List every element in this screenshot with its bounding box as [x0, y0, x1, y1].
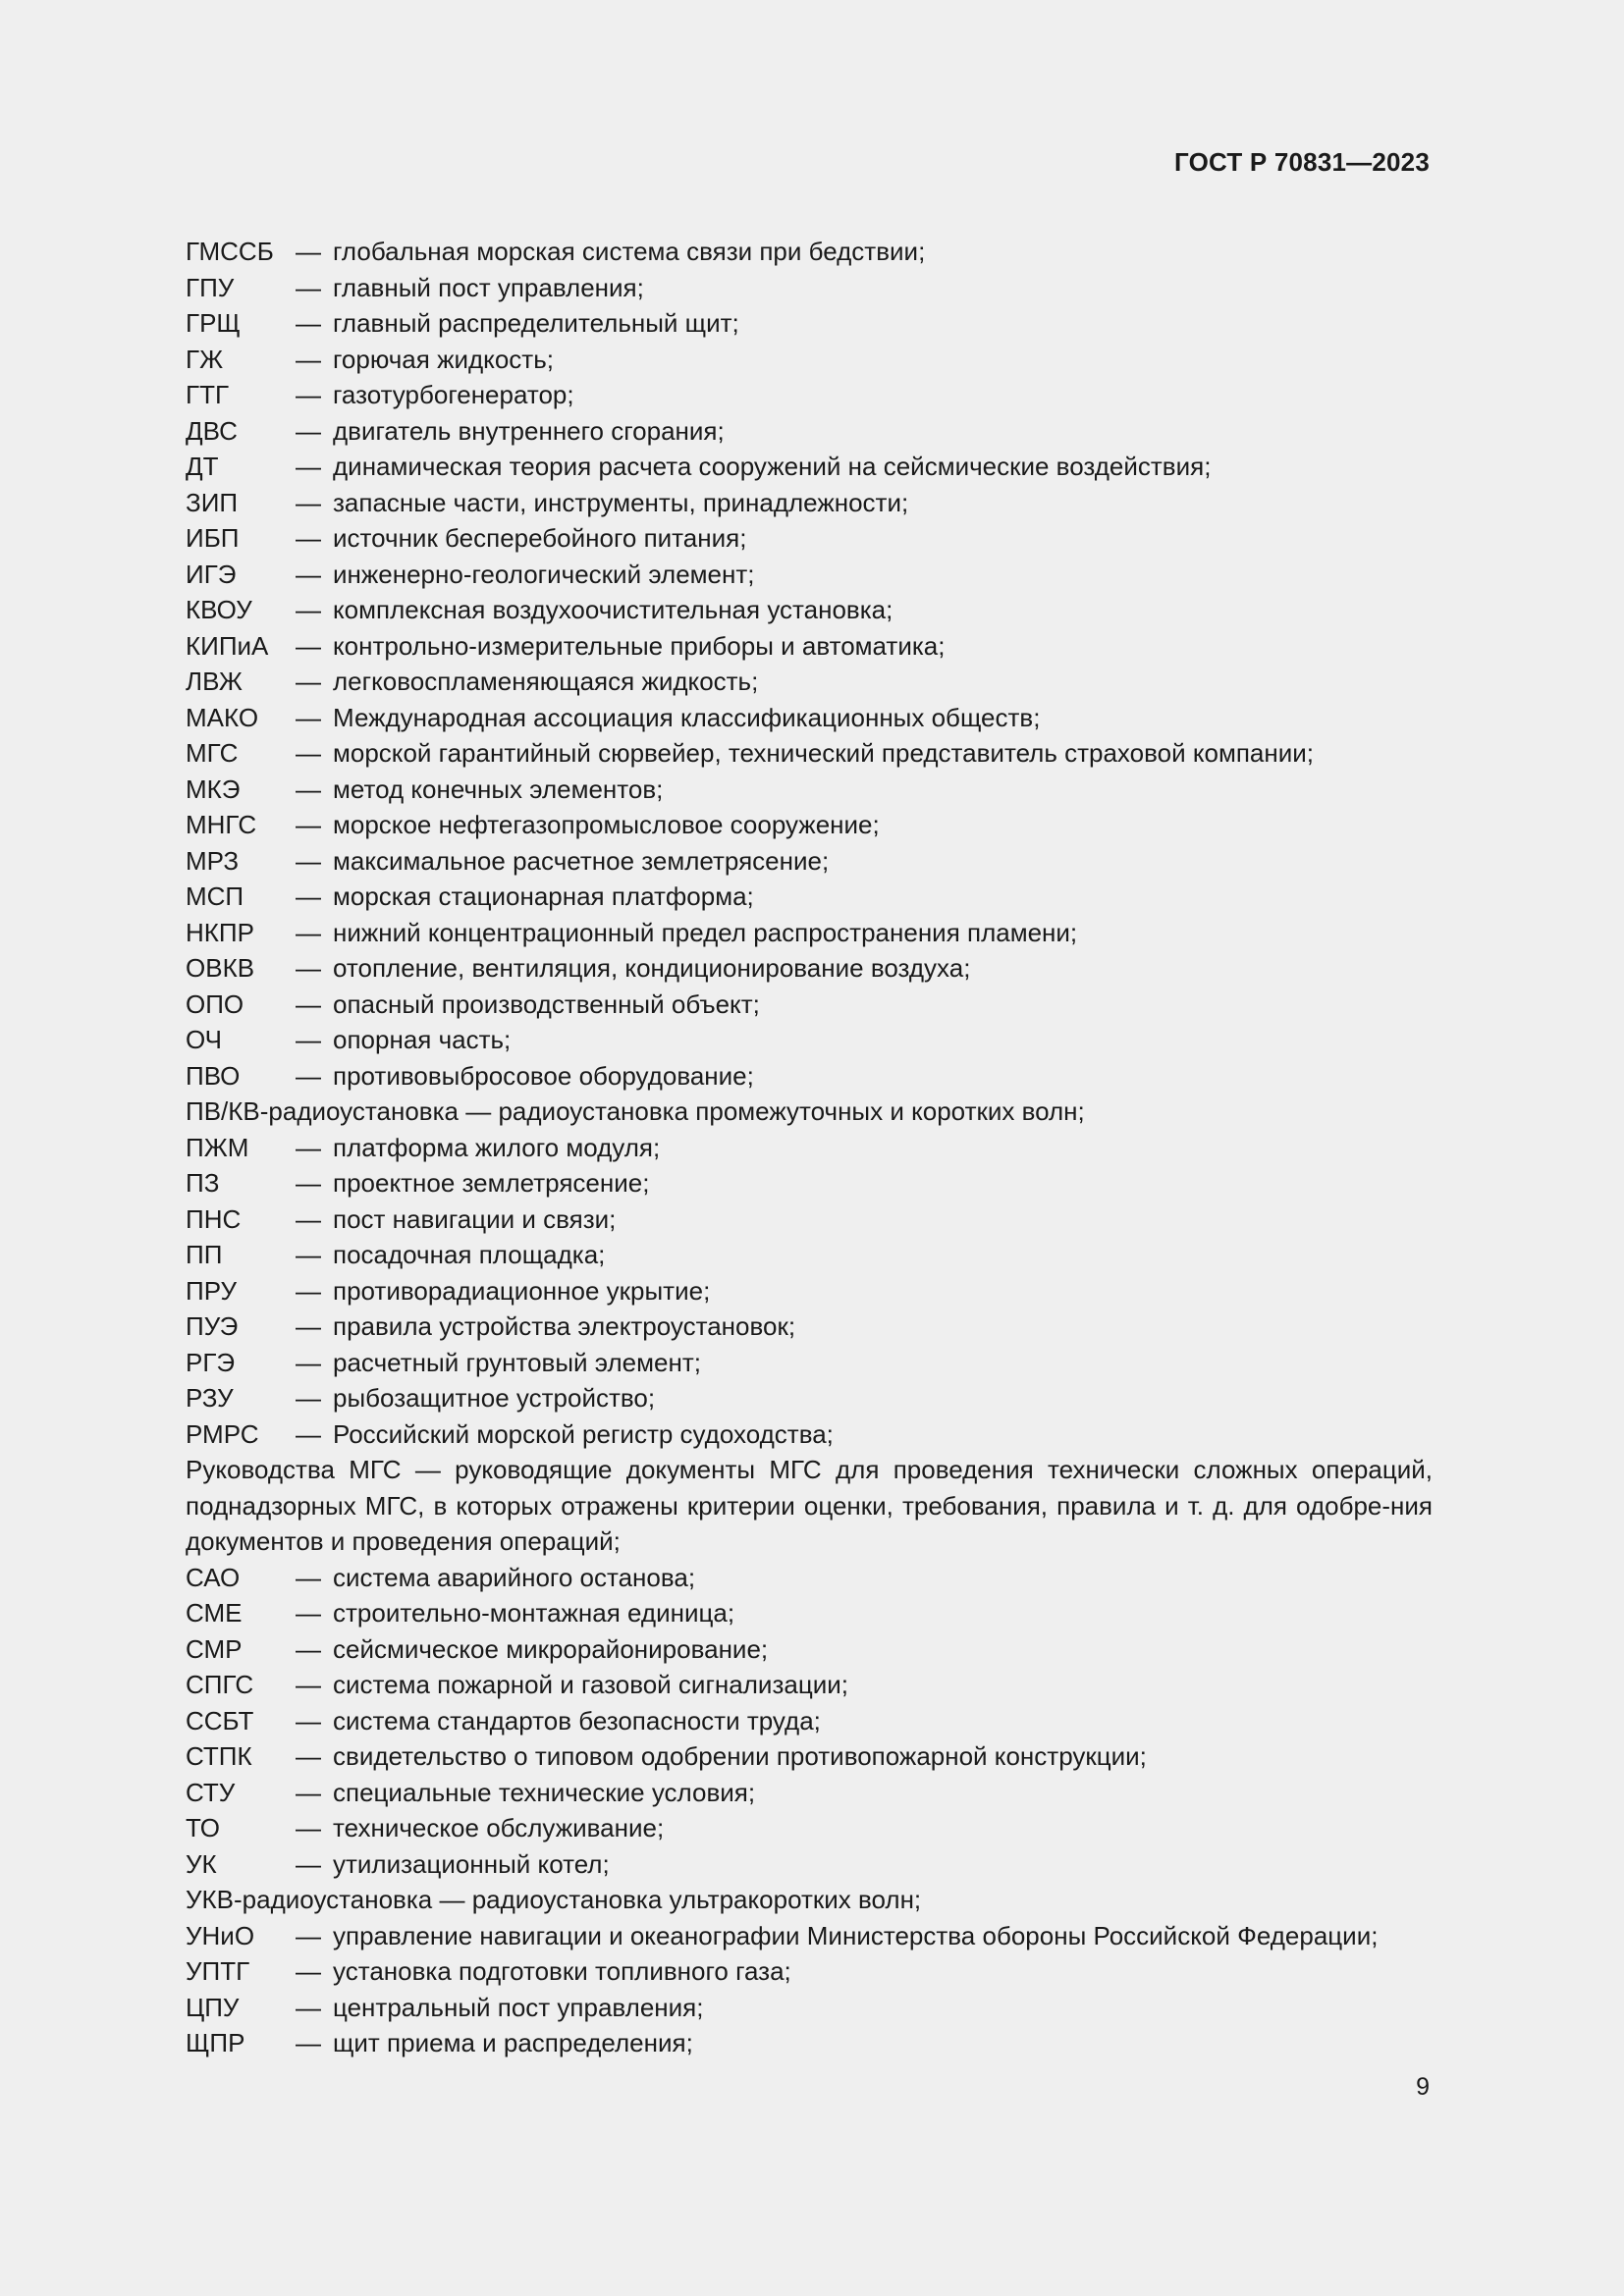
abbreviation-term: ЛВЖ — [186, 667, 243, 696]
abbreviation-definition: Российский морской регистр судоходства; — [333, 1418, 834, 1449]
em-dash: — — [296, 237, 321, 266]
abbreviation-definition: нижний концентрационный предел распространения пламени; — [333, 917, 1078, 947]
abbreviation-list — [186, 234, 1433, 2061]
abbreviation-term: ГМССБ — [186, 237, 274, 266]
em-dash: — — [296, 1992, 321, 2022]
abbreviation-definition: установка подготовки топливного газа; — [333, 1956, 791, 1986]
em-dash: — — [296, 487, 321, 517]
em-dash: — — [296, 595, 321, 624]
abbreviation-entry — [186, 772, 1433, 808]
em-dash: — — [296, 1562, 321, 1592]
abbreviation-term: РГЭ — [186, 1347, 236, 1377]
em-dash: — — [296, 1777, 321, 1807]
abbreviation-term: УНиО — [186, 1920, 255, 1950]
abbreviation-definition: система аварийного останова; — [333, 1562, 696, 1592]
em-dash: — — [296, 308, 321, 338]
abbreviation-term: МГС — [186, 738, 239, 768]
abbreviation-definition: рыбозащитное устройство; — [333, 1383, 656, 1413]
em-dash: — — [296, 1705, 321, 1735]
abbreviation-entry — [186, 1775, 1433, 1811]
abbreviation-definition: морское нефтегазопромысловое сооружение; — [333, 810, 880, 839]
abbreviation-term: ГЖ — [186, 344, 224, 374]
abbreviation-entry — [186, 557, 1433, 593]
abbreviation-entry — [186, 520, 1433, 557]
abbreviation-definition: управление навигации и океанографии Министерства обороны Российской Федерации; — [333, 1920, 1379, 1950]
em-dash: — — [296, 988, 321, 1019]
em-dash: — — [296, 1240, 321, 1269]
abbreviation-definition: техническое обслуживание; — [333, 1813, 665, 1842]
abbreviation-term: ОПО — [186, 988, 244, 1019]
abbreviation-entry — [186, 1380, 1433, 1416]
em-dash: — — [296, 1060, 321, 1091]
abbreviation-definition: расчетный грунтовый элемент; — [333, 1347, 701, 1377]
abbreviation-definition: отопление, вентиляция, кондиционирование воздуха; — [333, 953, 971, 983]
abbreviation-entry — [186, 1953, 1433, 1990]
abbreviation-entry — [186, 305, 1433, 342]
abbreviation-entry — [186, 1130, 1433, 1166]
abbreviation-definition: радиоустановка промежуточных и коротких волн; — [498, 1096, 1085, 1126]
abbreviation-definition: морская стационарная платформа; — [333, 881, 754, 911]
em-dash: — — [296, 738, 321, 768]
abbreviation-term: УПТГ — [186, 1956, 250, 1986]
abbreviation-definition: строительно-монтажная единица; — [333, 1598, 735, 1628]
abbreviation-definition: главный пост управления; — [333, 272, 644, 302]
abbreviation-term: ПЗ — [186, 1168, 220, 1198]
abbreviation-entry — [186, 628, 1433, 665]
em-dash: — — [296, 1418, 321, 1449]
abbreviation-term: ЗИП — [186, 487, 239, 517]
abbreviation-entry — [186, 485, 1433, 521]
em-dash: — — [296, 1920, 321, 1950]
em-dash: — — [401, 1455, 456, 1484]
abbreviation-definition: двигатель внутреннего сгорания; — [333, 415, 725, 446]
abbreviation-definition: радиоустановка ультракоротких волн; — [471, 1885, 922, 1914]
abbreviation-term: ДТ — [186, 452, 219, 481]
abbreviation-definition: посадочная площадка; — [333, 1240, 606, 1269]
em-dash: — — [296, 1670, 321, 1699]
abbreviation-entry — [186, 735, 1433, 772]
abbreviation-term: ТО — [186, 1813, 220, 1842]
abbreviation-term: УКВ-радиоустановка — [186, 1885, 433, 1914]
em-dash: — — [296, 953, 321, 983]
document-code: ГОСТ Р 70831—2023 — [1174, 147, 1430, 177]
abbreviation-definition: щит приема и распределения; — [333, 2028, 693, 2057]
abbreviation-entry — [186, 1058, 1433, 1095]
abbreviation-definition: пост навигации и связи; — [333, 1203, 617, 1234]
abbreviation-entry — [186, 1308, 1433, 1345]
abbreviation-entry — [186, 1738, 1433, 1775]
abbreviation-entry — [186, 1631, 1433, 1668]
em-dash: — — [296, 272, 321, 302]
abbreviation-term: ПП — [186, 1240, 223, 1269]
abbreviation-entry — [186, 1416, 1433, 1453]
abbreviation-entry — [186, 2025, 1433, 2061]
abbreviation-entry — [186, 1560, 1433, 1596]
abbreviation-definition: руководящие документы МГС для проведения технически сложных операций, поднадзорных МГС, в которых отражены критерии оценки, требования, правила и т. д. для одобре-ния документов и проведения операций; — [186, 1455, 1433, 1556]
abbreviation-entry — [186, 807, 1433, 843]
abbreviation-definition: контрольно-измерительные приборы и автоматика; — [333, 630, 946, 661]
abbreviation-definition: комплексная воздухоочистительная установка; — [333, 595, 893, 624]
abbreviation-entry — [186, 1237, 1433, 1273]
abbreviation-definition: главный распределительный щит; — [333, 308, 739, 338]
abbreviation-term: СМР — [186, 1633, 243, 1664]
abbreviation-term: РЗУ — [186, 1383, 234, 1413]
abbreviation-entry — [186, 1273, 1433, 1309]
abbreviation-definition: морской гарантийный сюрвейер, технический представитель страховой компании; — [333, 738, 1314, 768]
abbreviation-term: НКПР — [186, 917, 254, 947]
em-dash: — — [296, 630, 321, 661]
abbreviation-term: ЩПР — [186, 2028, 245, 2057]
abbreviation-term: ОЧ — [186, 1025, 222, 1054]
abbreviation-term: ПВ/КВ-радиоустановка — [186, 1096, 460, 1126]
em-dash: — — [296, 1598, 321, 1628]
abbreviation-definition: максимальное расчетное землетрясение; — [333, 845, 830, 876]
abbreviation-definition: горючая жидкость; — [333, 344, 554, 374]
abbreviation-definition: динамическая теория расчета сооружений на сейсмические воздействия; — [333, 452, 1212, 481]
abbreviation-entry — [186, 413, 1433, 450]
abbreviation-term: МНГС — [186, 810, 257, 839]
em-dash: — — [296, 1347, 321, 1377]
abbreviation-term: ПНС — [186, 1203, 242, 1234]
abbreviation-definition: система стандартов безопасности труда; — [333, 1705, 821, 1735]
em-dash: — — [296, 380, 321, 409]
em-dash: — — [296, 559, 321, 589]
em-dash: — — [296, 1956, 321, 1986]
abbreviation-term: ПУЭ — [186, 1311, 239, 1341]
abbreviation-entry — [186, 234, 1433, 270]
abbreviation-definition: легковоспламеняющаяся жидкость; — [333, 667, 759, 696]
abbreviation-entry — [186, 1846, 1433, 1883]
abbreviation-entry — [186, 592, 1433, 628]
abbreviation-definition: Международная ассоциация классификационных обществ; — [333, 702, 1041, 732]
abbreviation-term: САО — [186, 1562, 241, 1592]
em-dash: — — [296, 702, 321, 732]
abbreviation-entry — [186, 1345, 1433, 1381]
em-dash: — — [296, 774, 321, 804]
abbreviation-entry — [186, 1595, 1433, 1631]
abbreviation-definition: опасный производственный объект; — [333, 988, 760, 1019]
em-dash: — — [296, 667, 321, 696]
em-dash: — — [296, 1813, 321, 1842]
abbreviation-definition: газотурбогенератор; — [333, 380, 574, 409]
abbreviation-entry — [186, 664, 1433, 700]
abbreviation-entry — [186, 1094, 1433, 1130]
abbreviation-definition: специальные технические условия; — [333, 1777, 756, 1807]
abbreviation-entry — [186, 1990, 1433, 2026]
em-dash: — — [296, 1311, 321, 1341]
abbreviation-definition: опорная часть; — [333, 1025, 512, 1054]
abbreviation-entry — [186, 1667, 1433, 1703]
em-dash: — — [432, 1885, 472, 1914]
abbreviation-definition: инженерно-геологический элемент; — [333, 559, 755, 589]
em-dash: — — [296, 881, 321, 911]
abbreviation-entry — [186, 879, 1433, 915]
abbreviation-term: ПЖМ — [186, 1132, 249, 1162]
abbreviation-entry — [186, 377, 1433, 413]
abbreviation-term: УК — [186, 1848, 217, 1879]
abbreviation-entry — [186, 843, 1433, 880]
abbreviation-entry — [186, 915, 1433, 951]
em-dash: — — [296, 2028, 321, 2057]
abbreviation-entry — [186, 1882, 1433, 1918]
abbreviation-term: ИГЭ — [186, 559, 237, 589]
em-dash: — — [296, 810, 321, 839]
page-number: 9 — [1416, 2073, 1430, 2101]
abbreviation-definition: источник бесперебойного питания; — [333, 523, 747, 553]
abbreviation-entry — [186, 1810, 1433, 1846]
abbreviation-entry — [186, 1022, 1433, 1058]
abbreviation-term: ПРУ — [186, 1275, 237, 1306]
em-dash: — — [296, 1203, 321, 1234]
em-dash: — — [296, 344, 321, 374]
em-dash: — — [296, 523, 321, 553]
abbreviation-term: СТУ — [186, 1777, 236, 1807]
em-dash: — — [296, 845, 321, 876]
abbreviation-entry — [186, 1703, 1433, 1739]
abbreviation-term: ИБП — [186, 523, 240, 553]
abbreviation-definition: сейсмическое микрорайонирование; — [333, 1633, 769, 1664]
em-dash: — — [296, 1383, 321, 1413]
abbreviation-entry — [186, 987, 1433, 1023]
abbreviation-term: МАКО — [186, 702, 259, 732]
abbreviation-term: СМЕ — [186, 1598, 243, 1628]
em-dash: — — [296, 1275, 321, 1306]
abbreviation-term: ГТГ — [186, 380, 230, 409]
em-dash: — — [296, 1025, 321, 1054]
abbreviation-term: СТПК — [186, 1741, 252, 1771]
abbreviation-definition: проектное землетрясение; — [333, 1168, 650, 1198]
abbreviation-definition: запасные части, инструменты, принадлежности; — [333, 487, 909, 517]
em-dash: — — [459, 1096, 499, 1126]
abbreviation-term: ПВО — [186, 1060, 241, 1091]
abbreviation-term: КВОУ — [186, 595, 252, 624]
abbreviation-entry — [186, 700, 1433, 736]
abbreviation-definition: метод конечных элементов; — [333, 774, 664, 804]
em-dash: — — [296, 1132, 321, 1162]
em-dash: — — [296, 1741, 321, 1771]
abbreviation-definition: противорадиационное укрытие; — [333, 1275, 711, 1306]
em-dash: — — [296, 1633, 321, 1664]
abbreviation-term: МСП — [186, 881, 244, 911]
abbreviation-definition: утилизационный котел; — [333, 1848, 610, 1879]
abbreviation-term: МРЗ — [186, 845, 240, 876]
em-dash: — — [296, 1848, 321, 1879]
em-dash: — — [296, 452, 321, 481]
abbreviation-entry — [186, 1201, 1433, 1238]
abbreviation-term: КИПиА — [186, 630, 269, 661]
em-dash: — — [296, 1168, 321, 1198]
abbreviation-definition: свидетельство о типовом одобрении противопожарной конструкции; — [333, 1741, 1147, 1771]
abbreviation-entry — [186, 342, 1433, 378]
abbreviation-entry — [186, 270, 1433, 306]
abbreviation-entry — [186, 950, 1433, 987]
abbreviation-term: ССБТ — [186, 1705, 254, 1735]
abbreviation-term: МКЭ — [186, 774, 241, 804]
abbreviation-entry — [186, 1918, 1433, 1954]
em-dash: — — [296, 415, 321, 446]
abbreviation-term: РМРС — [186, 1418, 259, 1449]
abbreviation-term: ГПУ — [186, 272, 235, 302]
abbreviation-entry — [186, 449, 1433, 485]
abbreviation-definition: платформа жилого модуля; — [333, 1132, 661, 1162]
abbreviation-definition: правила устройства электроустановок; — [333, 1311, 796, 1341]
abbreviation-term: ОВКВ — [186, 953, 255, 983]
abbreviation-entry — [186, 1165, 1433, 1201]
abbreviation-definition: глобальная морская система связи при бедствии; — [333, 237, 926, 266]
abbreviation-term: ГРЩ — [186, 308, 241, 338]
abbreviation-definition: система пожарной и газовой сигнализации; — [333, 1670, 848, 1699]
abbreviation-definition: центральный пост управления; — [333, 1992, 704, 2022]
abbreviation-term: Руководства МГС — [186, 1455, 402, 1484]
abbreviation-definition: противовыбросовое оборудование; — [333, 1060, 754, 1091]
abbreviation-term: СПГС — [186, 1670, 254, 1699]
abbreviation-entry — [186, 1452, 1433, 1560]
em-dash: — — [296, 917, 321, 947]
abbreviation-term: ЦПУ — [186, 1992, 240, 2022]
abbreviation-term: ДВС — [186, 415, 238, 446]
